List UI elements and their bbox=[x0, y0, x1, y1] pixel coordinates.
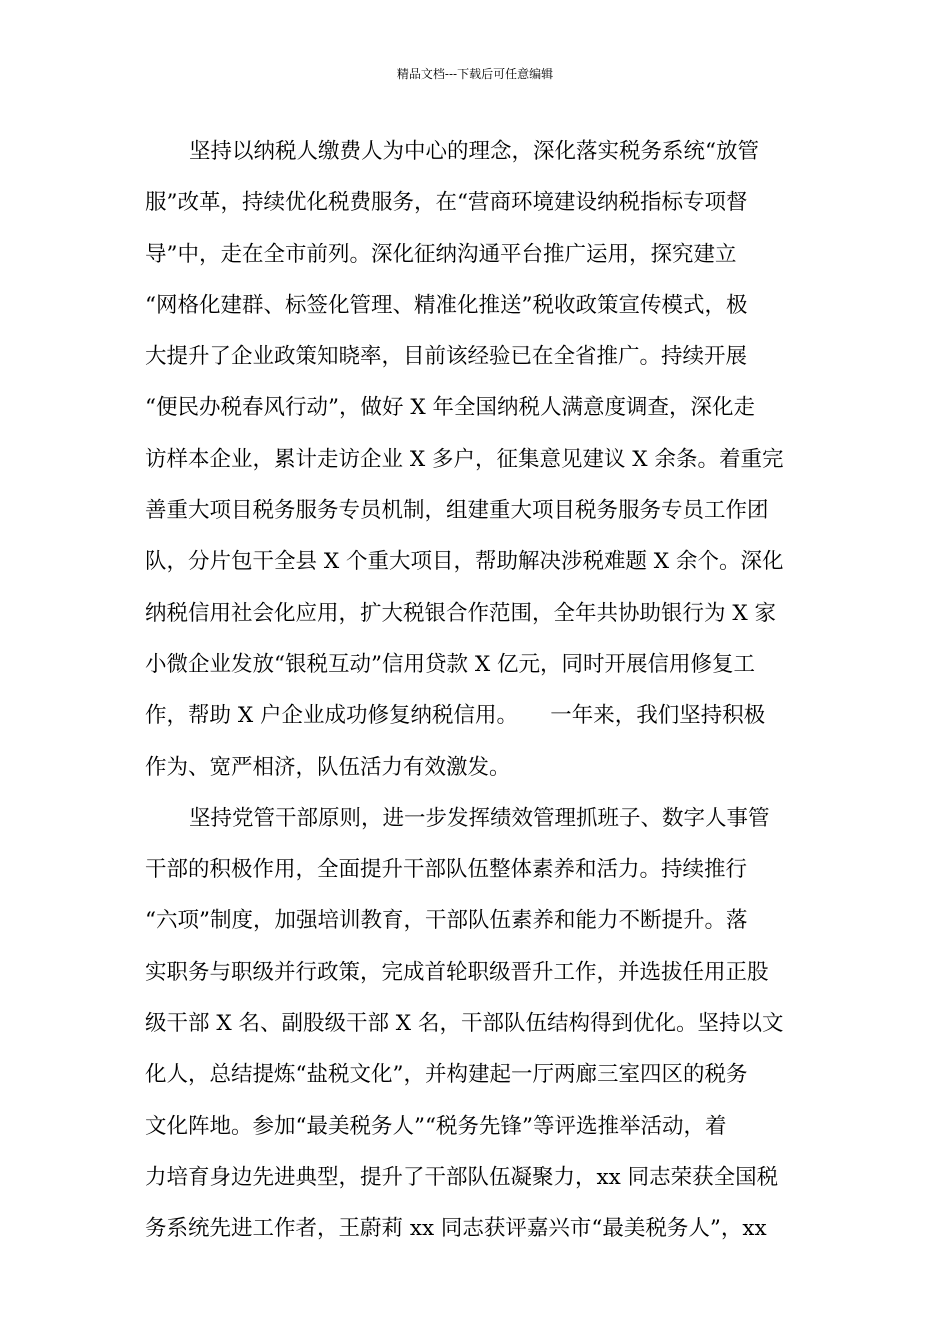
text-line: 导”中，走在全市前列。深化征纳沟通平台推广运用，探究建立 bbox=[145, 241, 737, 267]
text-line: 级干部 X 名、副股级干部 X 名，干部队伍结构得到优化。坚持以文 bbox=[145, 1011, 784, 1037]
text-line: 访样本企业，累计走访企业 X 多户，征集意见建议 X 余条。着重完 bbox=[145, 446, 784, 472]
text-line: 干部的积极作用，全面提升干部队伍整体素养和活力。持续推行 bbox=[145, 857, 748, 883]
text-line: 队，分片包干全县 X 个重大项目，帮助解决涉税难题 X 余个。深化 bbox=[145, 549, 784, 575]
text-line: “便民办税春风行动”，做好 X 年全国纳税人满意度调查，深化走 bbox=[145, 395, 755, 421]
text-line: “网格化建群、标签化管理、精准化推送”税收政策宣传模式，极 bbox=[145, 292, 748, 318]
text-line: 坚持党管干部原则，进一步发挥绩效管理抓班子、数字人事管 bbox=[189, 805, 770, 831]
text-line: 力培育身边先进典型，提升了干部队伍凝聚力，xx 同志荣获全国税 bbox=[145, 1164, 779, 1190]
paragraph-1 bbox=[145, 126, 808, 793]
text-line: 小微企业发放“银税互动”信用贷款 X 亿元，同时开展信用修复工 bbox=[145, 651, 755, 677]
text-line: 化人，总结提炼“盐税文化”，并构建起一厅两廊三室四区的税务 bbox=[145, 1062, 748, 1088]
text-line: 善重大项目税务服务专员机制，组建重大项目税务服务专员工作团 bbox=[145, 498, 769, 524]
text-line: 坚持以纳税人缴费人为中心的理念，深化落实税务系统“放管 bbox=[189, 139, 759, 164]
text-line: 纳税信用社会化应用，扩大税银合作范围，全年共协助银行为 X 家 bbox=[145, 600, 776, 626]
text-line: 作，帮助 X 户企业成功修复纳税信用。 一年来，我们坚持积极 bbox=[145, 703, 766, 729]
document-body bbox=[145, 126, 808, 1255]
text-line: 作为、宽严相济，队伍活力有效激发。 bbox=[145, 754, 511, 780]
text-line: 文化阵地。参加“最美税务人”“税务先锋”等评选推举活动，着 bbox=[145, 1113, 727, 1139]
text-line: 实职务与职级并行政策，完成首轮职级晋升工作，并选拔任用正股 bbox=[145, 959, 769, 985]
paragraph-2 bbox=[145, 793, 808, 1255]
text-line: “六项”制度，加强培训教育，干部队伍素养和能力不断提升。落 bbox=[145, 908, 748, 934]
text-line: 服”改革，持续优化税费服务，在“营商环境建设纳税指标专项督 bbox=[145, 190, 748, 216]
text-line: 务系统先进工作者，王蔚莉 xx 同志获评嘉兴市“最美税务人”，xx bbox=[145, 1216, 767, 1242]
page-header: 精品文档---下载后可任意编辑 bbox=[396, 67, 554, 81]
text-line: 大提升了企业政策知晓率，目前该经验已在全省推广。持续开展 bbox=[145, 344, 748, 370]
